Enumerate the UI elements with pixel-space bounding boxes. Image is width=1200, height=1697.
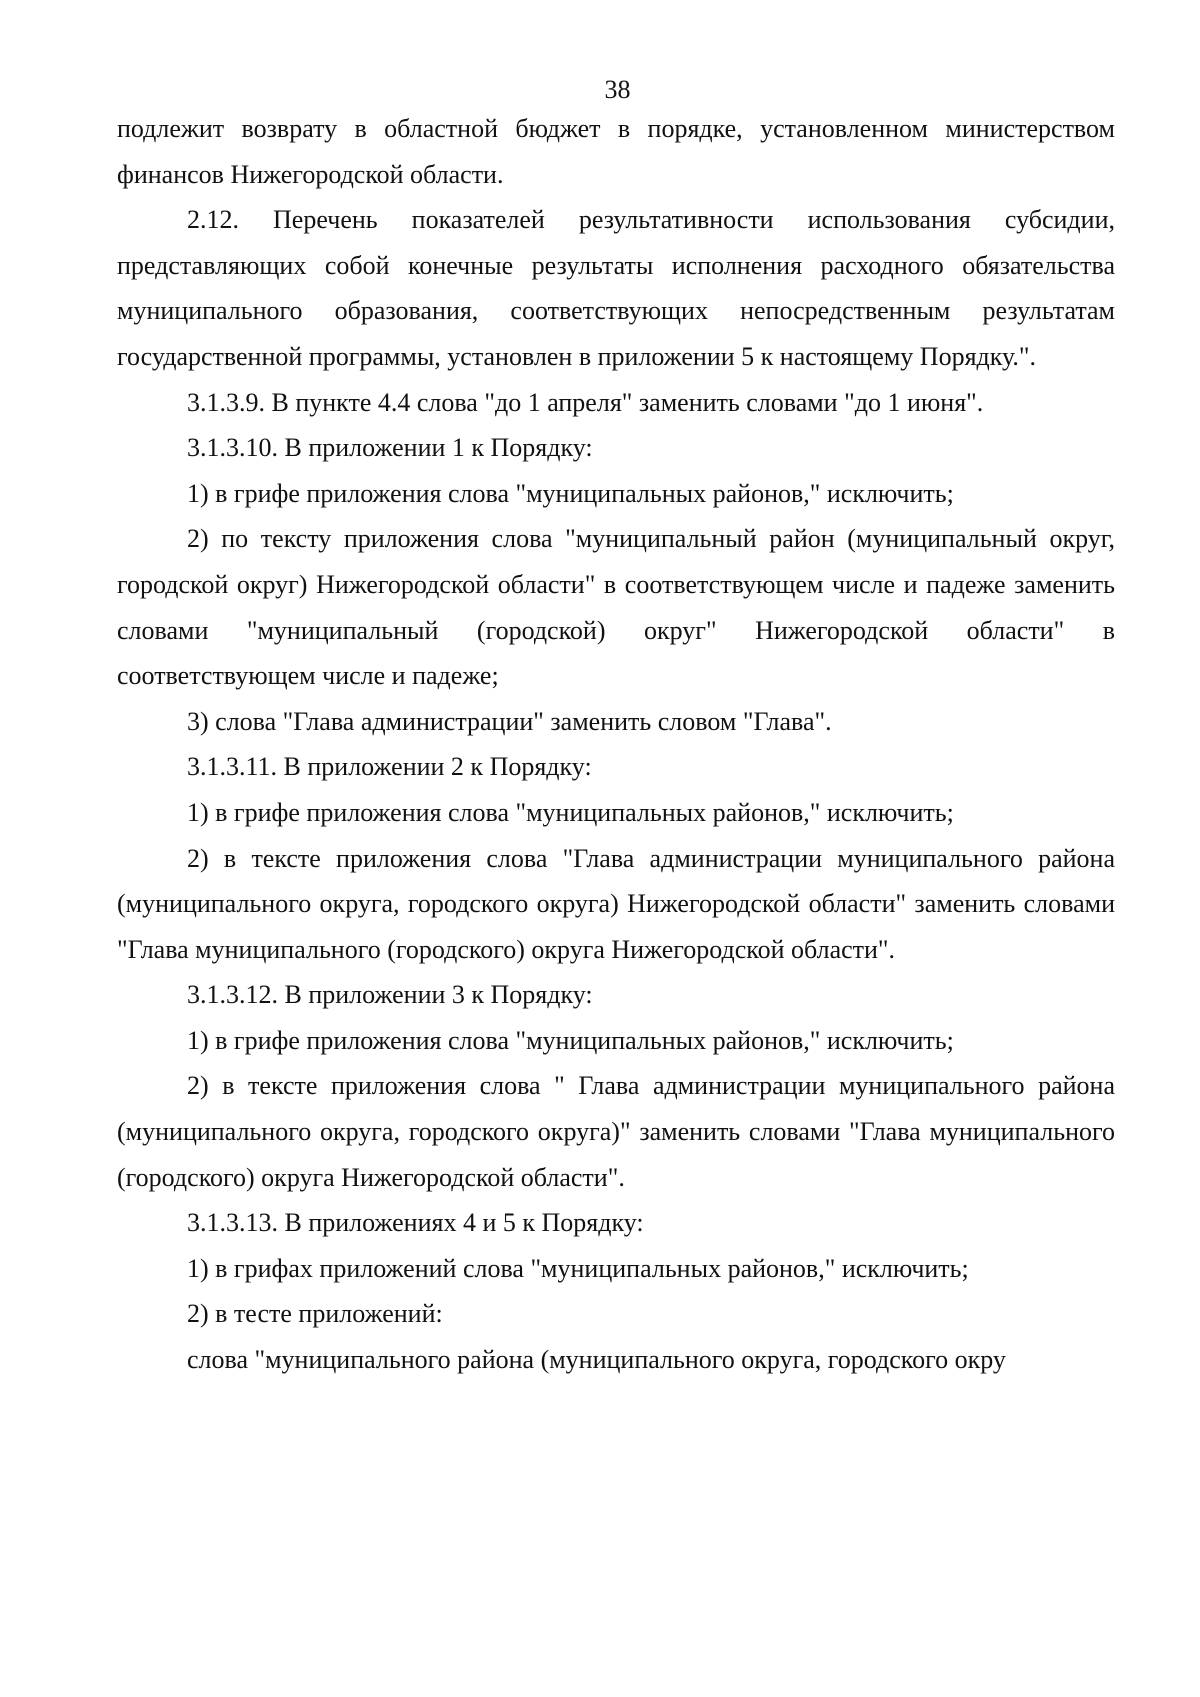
list-item: 1) в грифах приложений слова "муниципальных районов," исключить; xyxy=(187,1253,969,1283)
list-item: 2) по тексту приложения слова "муниципальный район (муниципальный округ, городской округ) Нижегородской области" в соответствующем числе и падеже заменить словами "муниципальный (городской) округ" Нижегородской области" в соответствующем числе и падеже; xyxy=(117,524,1115,691)
paragraph-continuation: подлежит возврату в областной бюджет в порядке, установленном министерством финансов Нижегородской области. xyxy=(117,114,1115,189)
list-item: 2) в тесте приложений: xyxy=(187,1299,443,1329)
list-item: 2) в тексте приложения слова "Глава администрации муниципального района (муниципального округа, городского округа) Нижегородской области" заменить словами "Глава муниципального (городского) округа Нижегородской области". xyxy=(117,843,1115,964)
paragraph-3-1-3-12: 3.1.3.12. В приложении 3 к Порядку: xyxy=(187,980,593,1010)
list-item: 2) в тексте приложения слова " Глава администрации муниципального района (муниципального округа, городского округа)" заменить словами "Глава муниципального (городского) округа Нижегородской области". xyxy=(117,1071,1115,1192)
list-item: 1) в грифе приложения слова "муниципальных районов," исключить; xyxy=(187,797,954,827)
paragraph-3-1-3-10: 3.1.3.10. В приложении 1 к Порядку: xyxy=(187,433,593,463)
paragraph-3-1-3-9: 3.1.3.9. В пункте 4.4 слова "до 1 апреля" заменить словами "до 1 июня". xyxy=(187,387,984,417)
paragraph-3-1-3-11: 3.1.3.11. В приложении 2 к Порядку: xyxy=(187,752,592,782)
list-item: 3) слова "Глава администрации" заменить словом "Глава". xyxy=(187,706,832,736)
paragraph-3-1-3-13: 3.1.3.13. В приложениях 4 и 5 к Порядку: xyxy=(187,1208,644,1238)
paragraph-continued: слова "муниципального района (муниципального округа, городского окру xyxy=(187,1345,1006,1375)
document-text xyxy=(117,106,1115,1383)
page-number: 38 xyxy=(604,75,631,104)
list-item: 1) в грифе приложения слова "муниципальных районов," исключить; xyxy=(187,478,954,508)
paragraph-2-12: 2.12. Перечень показателей результативности использования субсидии, представляющих собой конечные результаты исполнения расходного обязательства муниципального образования, соответствующих непосредственным результатам государственной программы, установлен в приложении 5 к настоящему Порядку.". xyxy=(117,205,1115,371)
list-item: 1) в грифе приложения слова "муниципальных районов," исключить; xyxy=(187,1025,954,1055)
